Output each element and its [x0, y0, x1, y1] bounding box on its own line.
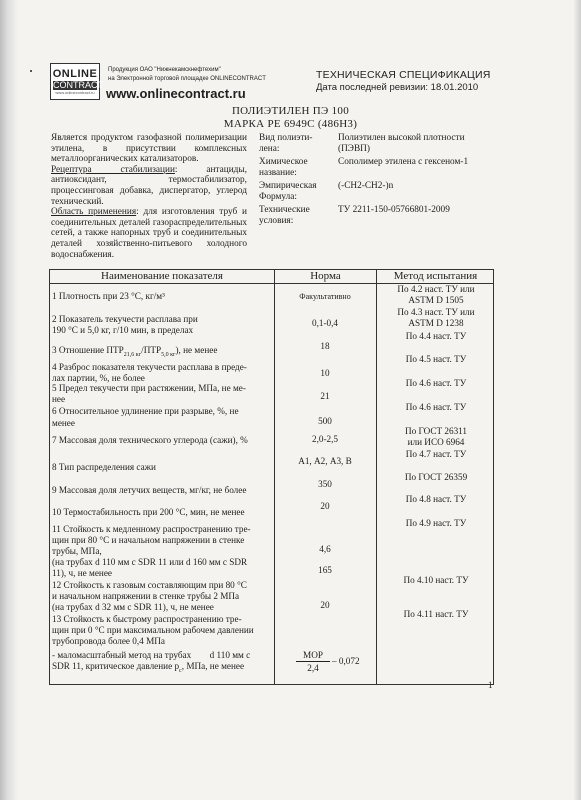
- row6-name-2: менее: [52, 418, 75, 428]
- row12-name-2: и начальном напряжении в стенке трубы 2 МПа: [52, 591, 240, 601]
- row3-sub1: 21,6 кг: [123, 351, 142, 358]
- tech-label-2: условия:: [259, 215, 294, 226]
- row8-method: По 4.7 наст. ТУ: [405, 449, 467, 459]
- row4-name-2: лах партии, %, не более: [52, 373, 145, 383]
- type-value-1: Полиэтилен высокой плотности: [338, 133, 465, 143]
- type-label-1: Вид полиэти-: [259, 133, 313, 143]
- formula-label-2: Формула:: [259, 191, 297, 202]
- producer-info: [108, 66, 266, 84]
- row3-name: [52, 345, 274, 360]
- row6-norm: 500: [318, 416, 332, 426]
- row9-norm: 350: [318, 479, 332, 489]
- row11-norm-2: 165: [318, 565, 332, 575]
- formula-remainder: – 0,072: [332, 656, 360, 666]
- product-grade: МАРКА РЕ 6949С (486Н3): [223, 118, 358, 130]
- row11-norm-1: 4,6: [319, 544, 331, 554]
- row8-name: 8 Тип распределения сажи: [52, 462, 156, 472]
- row13-name-4: - маломасштабный метод на трубах d 110 мм с: [52, 650, 251, 660]
- row11-name-3: трубы, МПа,: [52, 546, 102, 556]
- scan-dot: [30, 70, 32, 72]
- logo-line2: CONTRACT: [53, 80, 103, 90]
- row4-method: По 4.5 наст. ТУ: [405, 354, 467, 364]
- intro-text: [51, 133, 247, 260]
- stabilization-label: Рецептура стабилизации: [51, 164, 175, 175]
- row10-method: По 4.8 наст. ТУ: [405, 494, 467, 504]
- chem-label-2: название:: [259, 167, 297, 178]
- col-header-norm: Норма: [310, 270, 341, 282]
- row11-method: По 4.9 наст. ТУ: [405, 518, 467, 528]
- type-label-2: лена:: [259, 143, 280, 154]
- spec-title: ТЕХНИЧЕСКАЯ СПЕЦИФИКАЦИЯ: [316, 69, 491, 81]
- application-text: : для изготовления труб и соединительных деталей газораспределительных сетей, а также напорных труб и соединительных деталей хозяйственно-питьевого холодного водоснабжения.: [51, 207, 247, 260]
- row5-name-2: нее: [52, 394, 66, 404]
- tech-value: ТУ 2211-150-05766801-2009: [338, 205, 450, 215]
- application-label: Область применения: [51, 207, 137, 218]
- row3-method: По 4.4 наст. ТУ: [405, 331, 467, 341]
- row2-method-2: ASTM D 1238: [408, 318, 464, 328]
- row1-method-2: ASTM D 1505: [408, 295, 464, 305]
- chem-label-1: Химическое: [259, 157, 308, 167]
- row9-method: По ГОСТ 26359: [404, 472, 468, 482]
- row10-name: 10 Термостабильность при 200 °С, мин, не менее: [52, 507, 245, 517]
- producer-line1: Продукция ОАО "Нижнекамскнефтехим": [108, 67, 221, 73]
- onlinecontract-logo: [50, 63, 103, 100]
- row13-name-2: щин при 0 °С при максимальном рабочем давлении: [52, 625, 254, 635]
- row12-name-3: (на трубах d 32 мм с SDR 11), ч, не менее: [52, 602, 214, 612]
- row7-method-1: По ГОСТ 26311: [404, 426, 468, 436]
- row7-name: 7 Массовая доля технического углерода (сажи), %: [52, 435, 248, 445]
- row5-name-1: 5 Предел текучести при растяжении, МПа, не ме-: [52, 383, 246, 393]
- row4-norm: 10: [320, 368, 330, 378]
- stabilization-text: : антациды, антиоксидант, термостабилизатор, процессинговая добавка, диспергатор, углерод технический.: [51, 164, 247, 207]
- row8-norm: А1, А2, А3, В: [298, 456, 352, 466]
- formula-label-1: Эмпирическая: [259, 181, 317, 191]
- col-header-method: Метод испытания: [393, 270, 478, 282]
- logo-line1: ONLINE: [52, 68, 98, 80]
- row9-name: 9 Массовая доля летучих веществ, мг/кг, не более: [52, 485, 247, 495]
- row1-norm: Факультативно: [299, 292, 351, 301]
- row12-name-1: 12 Стойкость к газовым составляющим при 80 °С: [52, 580, 247, 590]
- chem-value: Сополимер этилена с гексеном-1: [338, 157, 469, 167]
- row13-name-1: 13 Стойкость к быстрому распространению тре-: [52, 614, 242, 624]
- row7-method-2: или ИСО 6964: [407, 437, 465, 447]
- logo-tagline: www.onlinecontract.ru: [55, 90, 95, 95]
- row1-method-1: По 4.2 наст. ТУ или: [397, 284, 475, 294]
- row11-name-2: щин при 80 °С и начальном напряжении в стенке: [52, 535, 245, 545]
- row6-name-1: 6 Относительное удлинение при разрыве, %, не: [52, 406, 239, 416]
- row13-name-5-text: SDR 11, критическое давление р: [52, 661, 180, 671]
- tech-label-1: Технические: [259, 205, 310, 215]
- row11-name-5: 11), ч, не менее: [52, 568, 112, 578]
- page-number: 1: [488, 680, 493, 690]
- row13-name-5: [52, 661, 274, 676]
- row11-name-1: 11 Стойкость к медленному распространению тре-: [52, 524, 251, 534]
- type-value-2: (ПЭВП): [338, 143, 370, 154]
- product-title: ПОЛИЭТИЛЕН ПЭ 100: [231, 105, 350, 117]
- row11-name-4: (на трубах d 110 мм с SDR 11 или d 160 мм с SDR: [52, 557, 248, 567]
- row13-method: По 4.11 наст. ТУ: [403, 609, 469, 619]
- row3-name-mid: /ПТР: [141, 345, 162, 355]
- row12-method: По 4.10 наст. ТУ: [403, 575, 469, 585]
- table-divider-1: [274, 269, 275, 685]
- row3-name-prefix: 3 Отношение ПТР: [52, 345, 124, 355]
- col-header-name: Наименование показателя: [101, 270, 223, 282]
- row2-name-2: 190 °С и 5,0 кг, г/10 мин, в пределах: [52, 325, 194, 335]
- row10-norm: 20: [320, 501, 330, 511]
- row13-name-6: , МПа, не менее: [181, 661, 245, 671]
- revision-date: Дата последней ревизии: 18.01.2010: [316, 82, 479, 93]
- row3-norm: 18: [320, 341, 330, 351]
- formula-denominator: 2,4: [307, 663, 319, 673]
- site-url: www.onlinecontract.ru: [106, 86, 246, 101]
- application-paragraph: [51, 207, 247, 260]
- row6-method: По 4.6 наст. ТУ: [405, 402, 467, 412]
- row2-norm: 0,1-0,4: [311, 318, 339, 328]
- product-description: Является продуктом газофазной полимеризации этилена, в присутствии комплексных металлоорганических катализаторов.: [51, 133, 247, 165]
- stabilization-paragraph: [51, 165, 247, 207]
- row2-method-1: По 4.3 наст. ТУ или: [397, 307, 475, 317]
- formula-value: (-СН2-СН2-)n: [338, 181, 394, 191]
- row3-sub2: 5,0 кг: [161, 351, 176, 358]
- row3-name-suffix: ), не менее: [175, 345, 218, 355]
- row13-sub: c: [179, 667, 182, 674]
- row12-norm: 20: [320, 600, 330, 610]
- row7-norm: 2,0-2,5: [311, 434, 339, 444]
- formula-numerator: МОР: [296, 650, 330, 662]
- row1-name: 1 Плотность при 23 °С, кг/м³: [52, 291, 165, 301]
- row5-norm: 21: [320, 391, 330, 401]
- table-divider-2: [376, 269, 377, 685]
- producer-line2: на Электронной торговой площадке ONLINECONTRACT: [108, 76, 266, 82]
- row4-name-1: 4 Разброс показателя текучести расплава в преде-: [52, 362, 247, 372]
- row13-norm-formula: [296, 650, 360, 674]
- row5-method: По 4.6 наст. ТУ: [405, 378, 467, 388]
- row2-name-1: 2 Показатель текучести расплава при: [52, 314, 198, 324]
- row13-name-3: трубопровода более 0,4 МПа: [52, 636, 165, 646]
